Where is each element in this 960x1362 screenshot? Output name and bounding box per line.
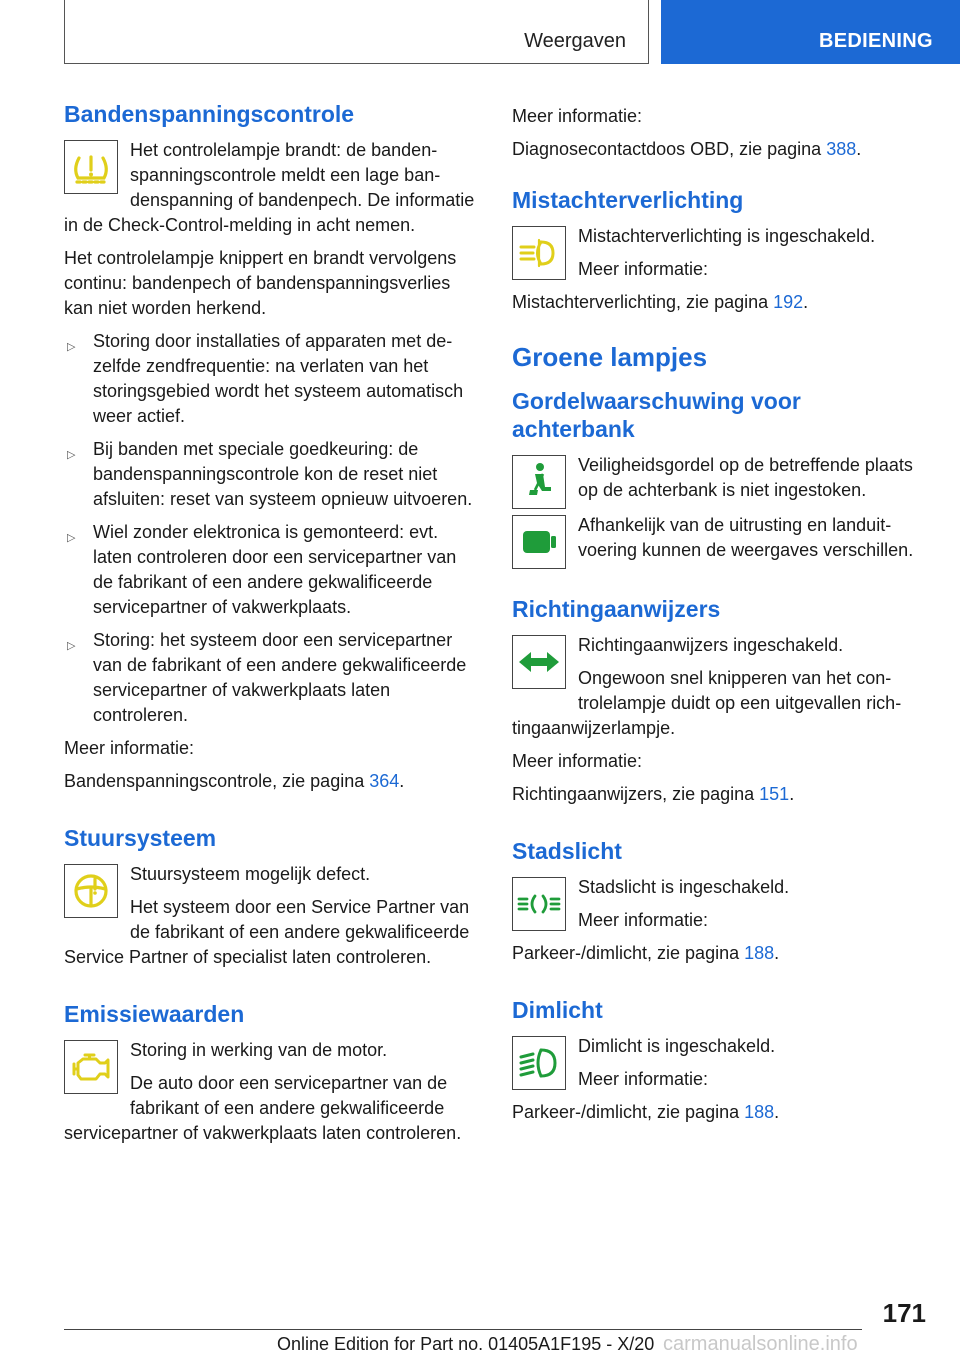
lowbeam-item [512, 1034, 926, 1133]
list-item: ▷ Wiel zonder elektronica is gemonteerd: evt. laten controleren door een servicepartner van de fabrikant of een andere gekwalificeerde servicepartner of vakwerkplaats. [67, 522, 457, 617]
steering-wheel-icon [64, 864, 118, 918]
left-column [64, 100, 478, 1154]
obd-more-info: Meer informatie: [512, 106, 643, 126]
turn-text-2: Ongewoon snel knipperen van het controlelampje duidt op een uitgevallen richtingaanwijzerlampje. [512, 668, 902, 738]
parking-item [512, 875, 926, 974]
heading-green-lamps: Groene lampjes [512, 342, 708, 372]
lowbeam-reference: Parkeer-/dimlicht, zie pagina 188. [512, 1102, 780, 1122]
tpms-item [64, 138, 478, 246]
lowbeam-text-1: Dimlicht is ingeschakeld. [578, 1036, 776, 1056]
lowbeam-page-link[interactable]: 188 [744, 1102, 775, 1122]
parking-reference: Parkeer-/dimlicht, zie pagina 188. [512, 943, 780, 963]
fog-more-info: Meer informatie: [578, 259, 709, 279]
parking-page-link[interactable]: 188 [744, 943, 775, 963]
list-item: ▷ Storing door installaties of apparaten met dezelfde zendfrequentie: na verlaten van het storingsgebied wordt het systeem automatisch weer actief. [67, 331, 464, 426]
tpms-text-1: Het controlelampje brandt: de bandenspanningscontrole meldt een lage bandenspanning of bandenpech. De informatie in de Check-Control-melding in acht nemen. [64, 140, 475, 235]
steering-item [64, 862, 478, 978]
parking-light-icon [512, 877, 566, 931]
turn-more-info: Meer informatie: [512, 751, 643, 771]
turn-reference: Richtingaanwijzers, zie pagina 151. [512, 784, 795, 804]
rear-fog-light-icon [512, 226, 566, 280]
page-number: 171 [882, 1298, 926, 1328]
emission-text-2: De auto door een servicepartner van de fabrikant of een andere gekwalificeerde servicepartner of vakwerkplaats laten controleren. [64, 1073, 462, 1143]
heading-emission: Emissiewaarden [64, 1001, 245, 1027]
steering-text-1: Stuursysteem mogelijk defect. [130, 864, 371, 884]
triangle-bullet-icon: ▷ [67, 532, 76, 544]
heading-fog: Mistachterverlichting [512, 187, 744, 213]
tpms-more-info: Meer informatie: [64, 738, 195, 758]
triangle-bullet-icon: ▷ [67, 640, 76, 652]
heading-tpms: Bandenspanningscontrole [64, 101, 355, 127]
belt-item [512, 453, 926, 513]
watermark: carmanualsonline.info [663, 1333, 858, 1355]
footer-edition: Online Edition for Part no. 01405A1F195 - X/20 [277, 1334, 655, 1354]
page-header [0, 0, 960, 66]
turn-signal-icon [512, 635, 566, 689]
tire-pressure-icon [64, 140, 118, 194]
right-column [512, 104, 926, 1133]
turn-text-1: Richtingaanwijzers ingeschakeld. [578, 635, 844, 655]
seatbelt-icon [512, 455, 566, 509]
steering-text-2: Het systeem door een Service Partner van de fabrikant of een andere gekwalificeerde Service Partner of specialist laten controleren. [64, 897, 470, 967]
header-chapter-tab [661, 0, 960, 64]
parking-text-1: Stadslicht is ingeschakeld. [578, 877, 790, 897]
list-item: ▷ Bij banden met speciale goedkeuring: de bandenspanningscontrole kon de reset niet afsluiten: reset van systeem opnieuw uitvoeren. [67, 439, 473, 509]
obd-page-link[interactable]: 388 [826, 139, 857, 159]
belt-item-2 [512, 513, 926, 573]
turn-page-link[interactable]: 151 [759, 784, 790, 804]
triangle-bullet-icon: ▷ [67, 341, 76, 353]
heading-steering: Stuursysteem [64, 825, 217, 851]
engine-icon [64, 1040, 118, 1094]
heading-belt: Gordelwaarschuwing voor achterbank [512, 388, 801, 442]
fog-page-link[interactable]: 192 [773, 292, 804, 312]
low-beam-icon [512, 1036, 566, 1090]
lowbeam-more-info: Meer informatie: [578, 1069, 709, 1089]
obd-reference: Diagnosecontactdoos OBD, zie pagina 388. [512, 139, 862, 159]
fog-text-1: Mistachterverlichting is ingeschakeld. [578, 226, 876, 246]
header-section-title: Weergaven [524, 30, 626, 52]
belt-text-2: Afhankelijk van de uitrusting en landuitvoering kunnen de weergaves verschillen. [578, 515, 914, 560]
tpms-bullet-list [64, 329, 478, 728]
emission-item [64, 1038, 478, 1154]
tpms-reference: Bandenspanningscontrole, zie pagina 364. [64, 771, 405, 791]
list-item: ▷ Storing: het systeem door een servicepartner van de fabrikant of een andere gekwalificeerde servicepartner of vakwerkplaats laten controleren. [67, 630, 467, 725]
turn-item [512, 633, 926, 749]
fog-reference: Mistachterverlichting, zie pagina 192. [512, 292, 809, 312]
triangle-bullet-icon: ▷ [67, 449, 76, 461]
emission-text-1: Storing in werking van de motor. [130, 1040, 388, 1060]
belt-text-1: Veiligheidsgordel op de betreffende plaats op de achterbank is niet ingestoken. [578, 455, 913, 500]
tpms-text-2: Het controlelampje knippert en brandt vervolgens continu: bandenpech of bandenspanningsverlies kan niet worden herkend. [64, 248, 457, 318]
fog-item [512, 224, 926, 323]
heading-low-beam: Dimlicht [512, 997, 603, 1023]
tpms-page-link[interactable]: 364 [369, 771, 400, 791]
rear-seat-belt-indicator-icon [512, 515, 566, 569]
heading-parking-light: Stadslicht [512, 838, 622, 864]
parking-more-info: Meer informatie: [578, 910, 709, 930]
heading-turn-signals: Richtingaanwijzers [512, 596, 721, 622]
header-chapter-label: BEDIENING [819, 30, 933, 52]
footer-divider [64, 1329, 862, 1330]
